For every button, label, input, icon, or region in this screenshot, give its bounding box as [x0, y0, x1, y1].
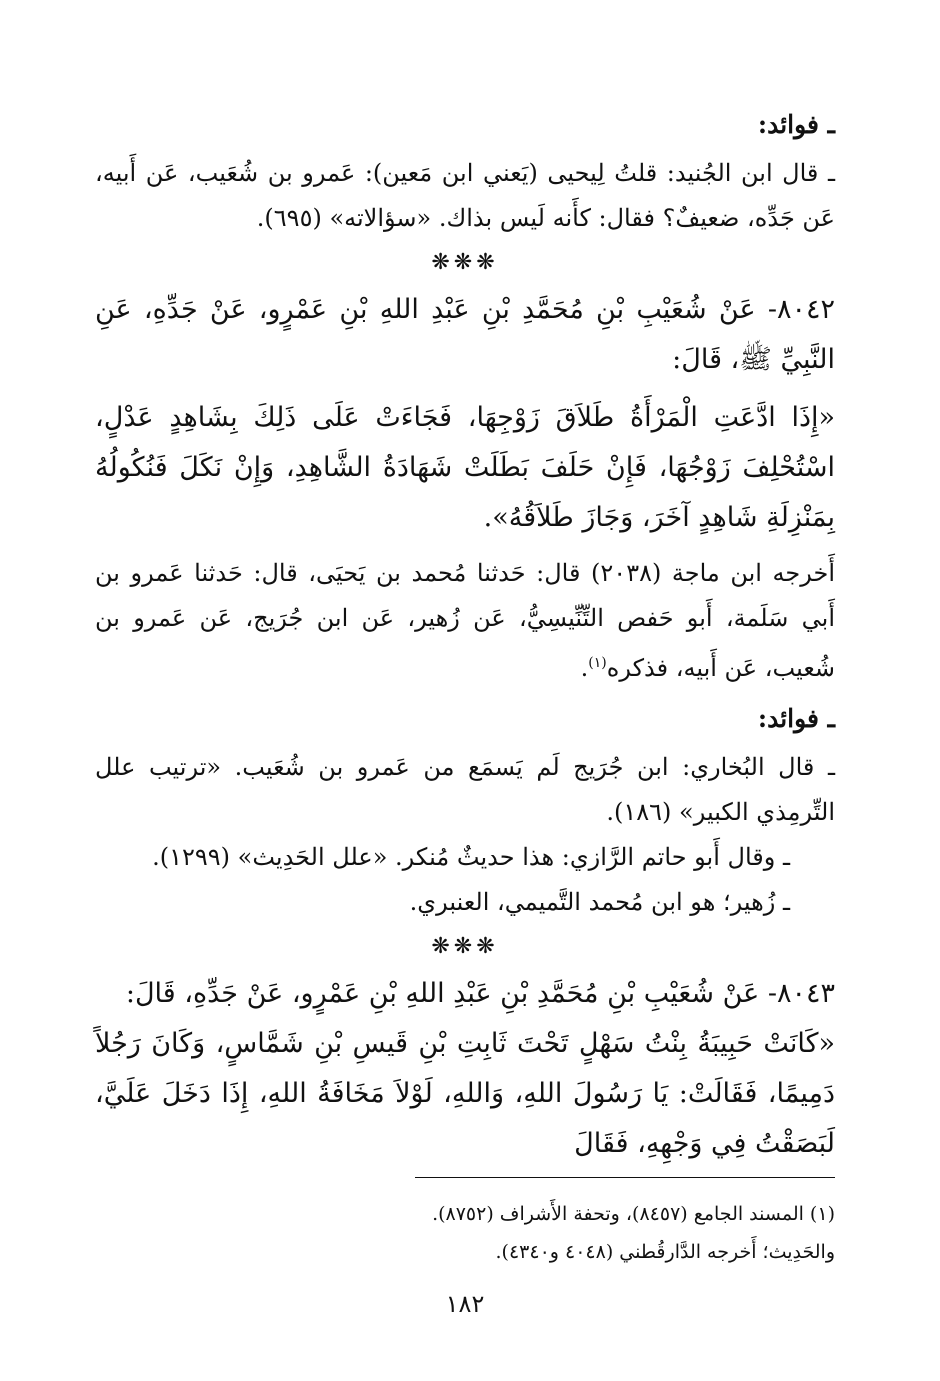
hadith-8043-matn: «كَانَتْ حَبِيبَةُ بِنْتُ سَهْلٍ تَحْتَ ثَابِتِ بْنِ قَيسِ بْنِ شَمَّاسٍ، وَكَانَ رَجُلاً دَمِيمًا، فَقَالَتْ: يَا رَسُولَ اللهِ، وَاللهِ، لَوْلاَ مَخَافَةُ اللهِ، إِذَا دَخَلَ عَلَيَّ، لَبَصَقْتُ فِي وَجْهِهِ، فَقَالَ: [95, 1028, 835, 1159]
benefit-abu-hatim: ـ وقال أَبو حاتم الرَّازي: هذا حديثٌ مُنكر. «علل الحَدِيث» (١٢٩٩).: [152, 843, 790, 871]
section-separator: ❋❋❋: [431, 250, 499, 275]
hadith-8042-isnad: ٨٠٤٢- عَنْ شُعَيْبِ بْنِ مُحَمَّدِ بْنِ عَبْدِ اللهِ بْنِ عَمْرٍو، عَنْ جَدِّهِ، عَنِ النَّبِيِّ ﷺ، قَالَ:: [95, 294, 835, 375]
benefit-paragraph: ـ قال ابن الجُنيد: قلتُ لِيحيى (يَعني ابن مَعين): عَمرو بن شُعَيب، عَن أَبيه، عَن جَدِّه، ضعيفٌ؟ فقال: كأَنه لَيس بذاك. «سؤالاته» (٦٩٥).: [95, 159, 835, 232]
benefits-heading-2: ـ فوائد:: [757, 704, 835, 733]
hadith-8042-takhrij: أَخرجه ابن ماجة (٢٠٣٨) قال: حَدثنا مُحمد بن يَحيَى، قال: حَدثنا عَمرو بن أَبي سَلَمة، أَبو حَفص التِّنِّيسِيُّ، عَن زُهير، عَن ابن جُرَيج، عَن عَمرو بن شُعيب، عَن أَبيه، فذكره$^{(١)}$.: [95, 559, 835, 682]
book-page: [95, 105, 835, 1335]
benefit-zuhair: ـ زُهير؛ هو ابن مُحمد التَّميمي، العنبري.: [409, 888, 790, 916]
hadith-8042-matn: «إِذَا ادَّعَتِ الْمَرْأَةُ طَلاَقَ زَوْجِهَا، فَجَاءَتْ عَلَى ذَلِكَ بِشَاهِدٍ عَدْلٍ، اسْتُحْلِفَ زَوْجُهَا، فَإِنْ حَلَفَ بَطَلَتْ شَهَادَةُ الشَّاهِدِ، وَإِنْ نَكَلَ فَنُكُولُهُ بِمَنْزِلَةِ شَاهِدٍ آخَرَ، وَجَازَ طَلاَقُهُ».: [95, 402, 836, 533]
benefit-bukhari: ـ قال البُخاري: ابن جُرَيج لَم يَسمَع من عَمرو بن شُعَيب. «ترتيب علل التِّرمِذي الكبير» (١٨٦).: [95, 753, 835, 826]
footnote-divider: [415, 1177, 835, 1178]
page-number: ١٨٢: [445, 1290, 485, 1318]
footnote-line: (١) المسند الجامع (٨٤٥٧)، وتحفة الأَشراف (٨٧٥٢).: [432, 1203, 835, 1225]
footnote-ref: (١): [588, 655, 607, 671]
footnotes: [95, 1195, 835, 1271]
benefits-heading: ـ فوائد:: [757, 110, 835, 139]
footnote-line: والحَدِيث؛ أَخرجه الدَّارقُطني (٤٠٤٨ و٤٣٤٠).: [495, 1241, 835, 1263]
section-separator-2: ❋❋❋: [431, 934, 499, 959]
hadith-8043-isnad: ٨٠٤٣- عَنْ شُعَيْبِ بْنِ مُحَمَّدِ بْنِ عَبْدِ اللهِ بْنِ عَمْرٍو، عَنْ جَدِّهِ، قَالَ:: [125, 978, 835, 1009]
